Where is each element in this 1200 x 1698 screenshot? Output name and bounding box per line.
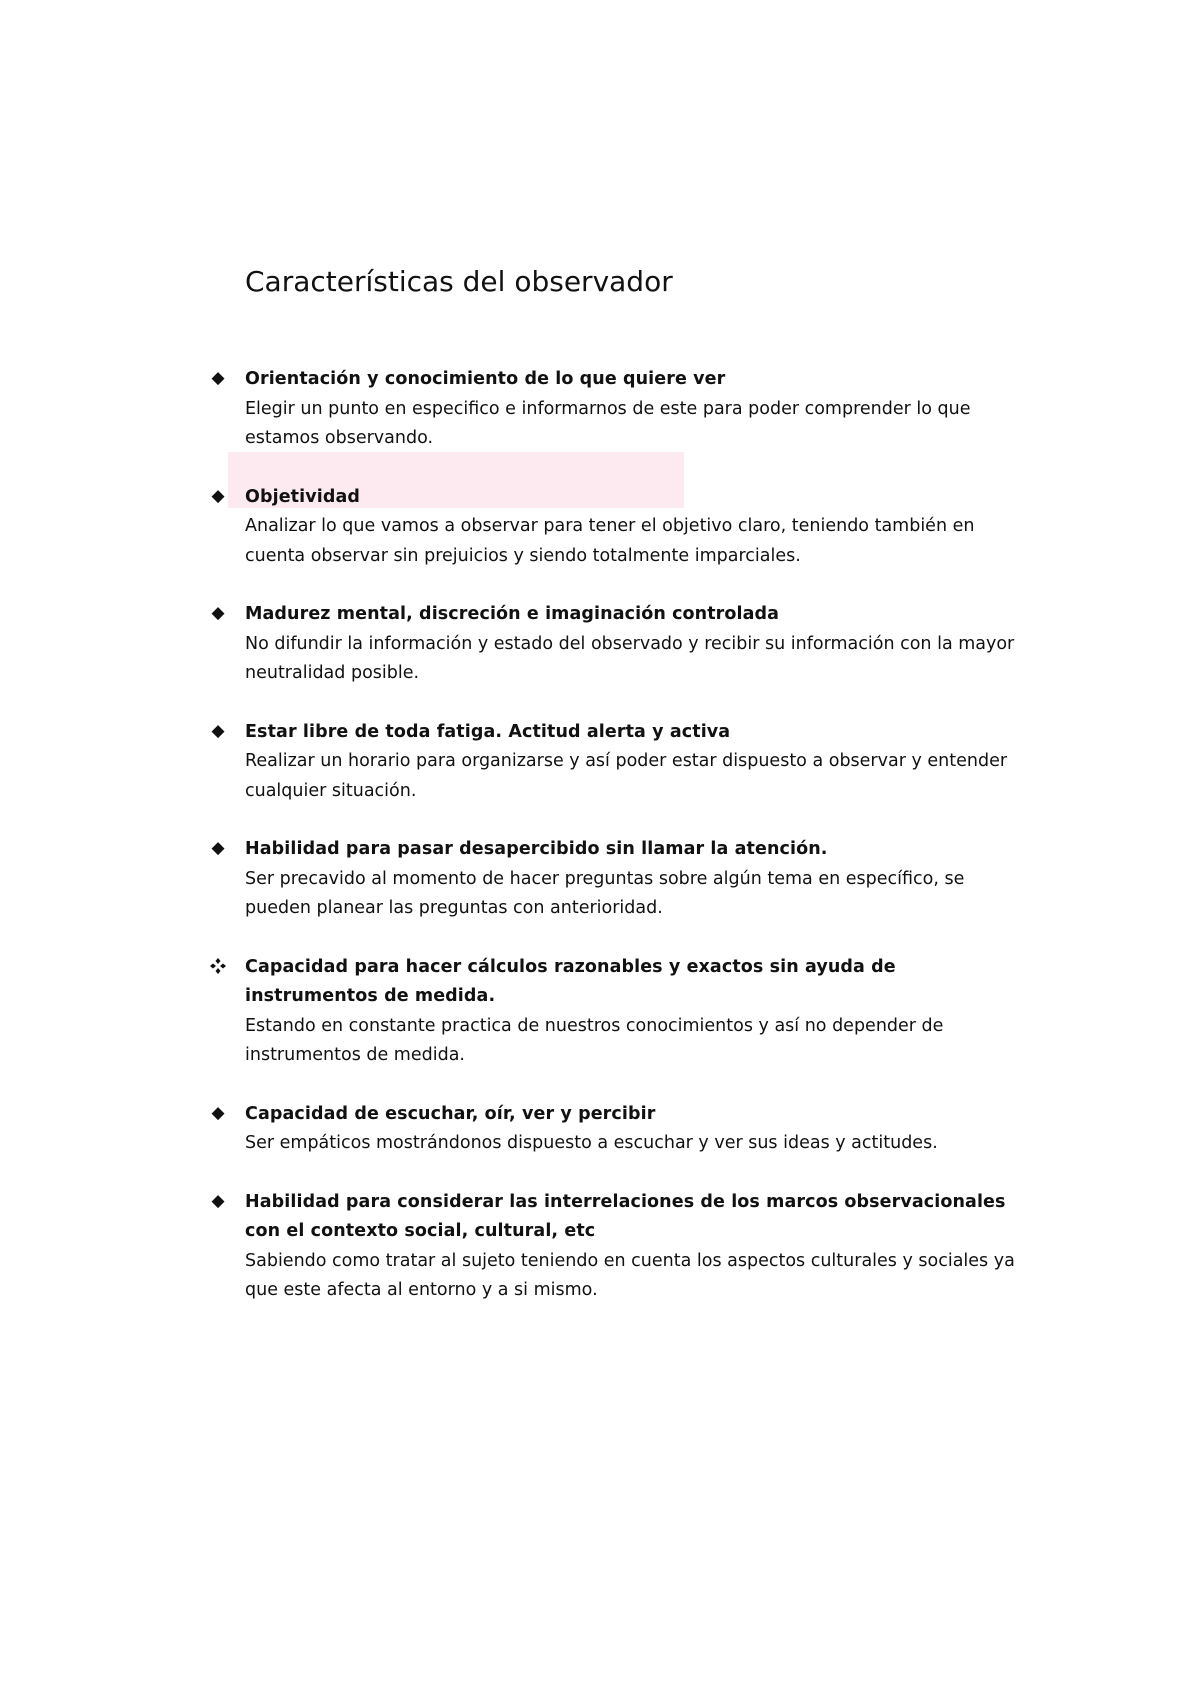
list-item bbox=[0, 1188, 1030, 1306]
filled-diamond-bullet-icon: ◆ bbox=[211, 838, 225, 858]
item-title: Madurez mental, discreción e imaginación controlada bbox=[245, 604, 780, 624]
characteristics-list bbox=[0, 365, 1200, 1335]
filled-diamond-bullet-icon: ◆ bbox=[211, 1102, 225, 1123]
item-title: Capacidad de escuchar, oír, ver y percibir bbox=[245, 1103, 656, 1124]
item-description: Analizar lo que vamos a observar para tener el objetivo claro, teniendo también en cuenta observar sin prejuicios y siendo totalmente imparciales. bbox=[245, 516, 975, 566]
list-item bbox=[0, 835, 1030, 924]
list-item bbox=[0, 483, 1030, 572]
filled-diamond-bullet-icon: ◆ bbox=[211, 368, 225, 388]
filled-diamond-bullet-icon: ◆ bbox=[211, 485, 225, 506]
four-diamonds-bullet-icon bbox=[207, 955, 229, 977]
filled-diamond-bullet-icon: ◆ bbox=[211, 720, 225, 741]
item-title: Objetividad bbox=[245, 486, 361, 507]
filled-diamond-bullet-icon: ◆ bbox=[211, 603, 225, 623]
item-description: Estando en constante practica de nuestros conocimientos y así no depender de instrumentos de medida. bbox=[245, 1015, 944, 1065]
item-title: Capacidad para hacer cálculos razonables y exactos sin ayuda de instrumentos de medida. bbox=[245, 956, 896, 1006]
list-item bbox=[0, 600, 1030, 689]
item-description: Ser precavido al momento de hacer preguntas sobre algún tema en específico, se pueden planear las preguntas con anterioridad. bbox=[245, 868, 965, 918]
list-item bbox=[0, 718, 1030, 807]
item-title: Estar libre de toda fatiga. Actitud alerta y activa bbox=[245, 721, 731, 742]
item-title: Orientación y conocimiento de lo que quiere ver bbox=[245, 369, 726, 389]
item-description: No difundir la información y estado del observado y recibir su información con la mayor neutralidad posible. bbox=[245, 633, 1015, 683]
item-description: Elegir un punto en especifico e informarnos de este para poder comprender lo que estamos observando. bbox=[245, 398, 971, 448]
list-item bbox=[0, 1100, 1030, 1159]
item-title: Habilidad para considerar las interrelaciones de los marcos observacionales con el contexto social, cultural, etc bbox=[245, 1191, 1006, 1241]
filled-diamond-bullet-icon: ◆ bbox=[211, 1190, 225, 1211]
document-title: Características del observador bbox=[245, 265, 673, 298]
list-item bbox=[0, 365, 1030, 454]
item-description: Sabiendo como tratar al sujeto teniendo en cuenta los aspectos culturales y sociales ya que este afecta al entorno y a si mismo. bbox=[245, 1250, 1015, 1300]
item-title: Habilidad para pasar desapercibido sin llamar la atención. bbox=[245, 839, 828, 859]
item-description: Ser empáticos mostrándonos dispuesto a escuchar y ver sus ideas y actitudes. bbox=[245, 1133, 938, 1153]
item-description: Realizar un horario para organizarse y así poder estar dispuesto a observar y entender cualquier situación. bbox=[245, 751, 1008, 801]
list-item bbox=[0, 953, 1030, 1071]
